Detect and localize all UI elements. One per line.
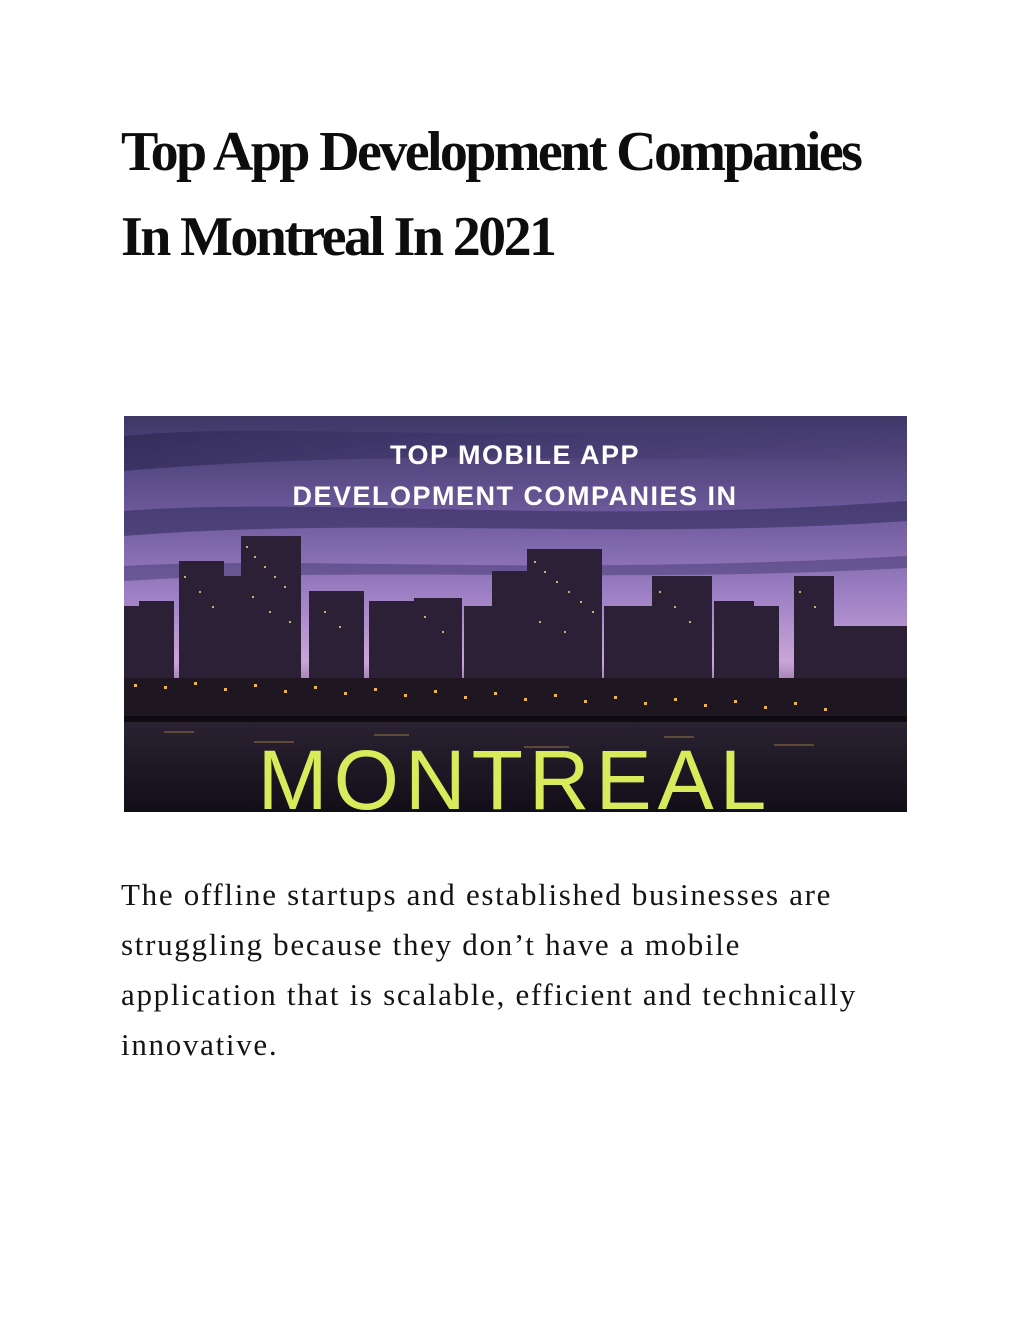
hero-image (124, 416, 907, 812)
banner-line-2: DEVELOPMENT COMPANIES IN (292, 481, 738, 511)
intro-paragraph: The offline startups and established businesses are struggling because they don’t have a mobile application that is scalable, efficient and technically innovative. (121, 877, 857, 1062)
page-title: Top App Development Companies In Montreal In 2021 (121, 121, 861, 268)
city-label: MONTREAL (257, 733, 773, 812)
banner-line-1: TOP MOBILE APP (389, 440, 641, 470)
montreal-skyline-illustration (124, 416, 907, 812)
